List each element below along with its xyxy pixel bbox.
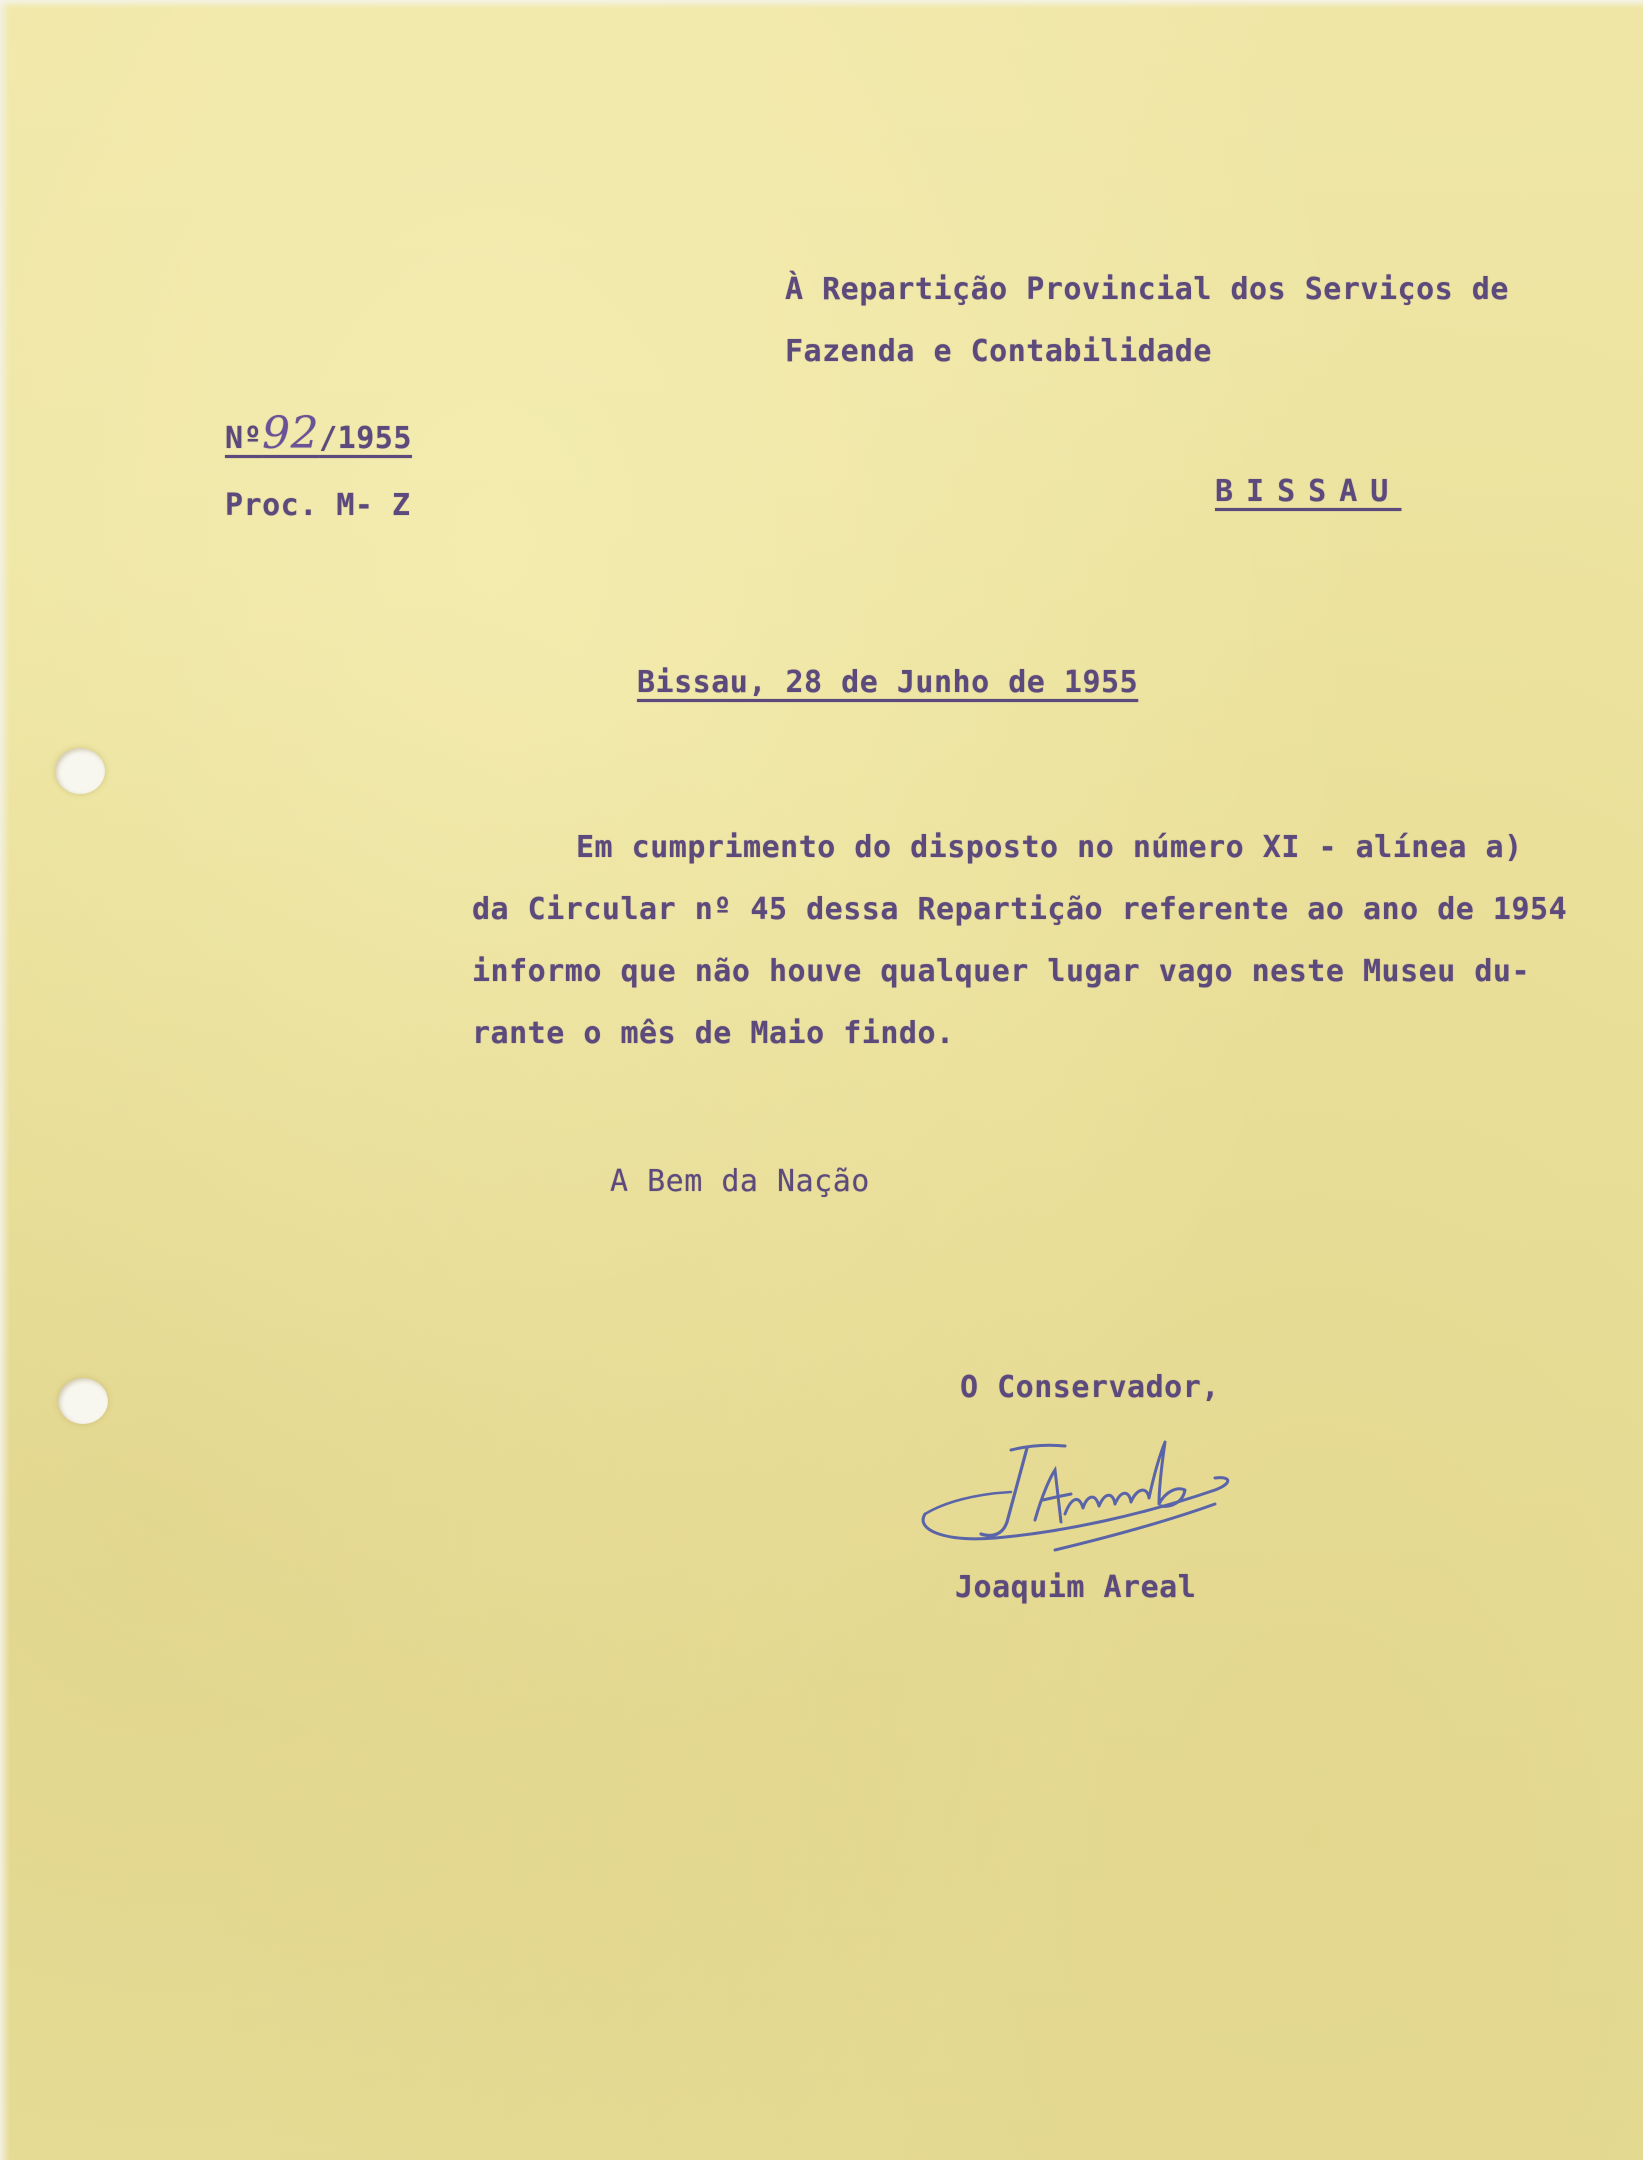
punch-hole-bottom (58, 1378, 108, 1424)
paper-edge-left (0, 0, 10, 2160)
body-line-4: rante o mês de Maio findo. (472, 1016, 955, 1051)
addressee-line-1: À Repartição Provincial dos Serviços de (785, 272, 1509, 307)
punch-hole-top (55, 748, 105, 794)
process-reference: Proc. M- Z (225, 488, 411, 523)
handwritten-signature (915, 1430, 1245, 1560)
signatory-name: Joaquim Areal (955, 1570, 1197, 1605)
reference-number (225, 408, 412, 459)
body-line-2: da Circular nº 45 dessa Repartição referente ao ano de 1954 (472, 892, 1568, 927)
reference-year: /1955 (319, 421, 412, 456)
reference-prefix: Nº (225, 421, 263, 456)
body-line-1: Em cumprimento do disposto no número XI - alínea a) (576, 830, 1523, 865)
signatory-title: O Conservador, (960, 1370, 1220, 1405)
addressee-line-2: Fazenda e Contabilidade (785, 334, 1212, 369)
paper-edge-top (0, 0, 1643, 8)
body-line-3: informo que não houve qualquer lugar vago neste Museu du- (472, 954, 1531, 989)
reference-handwritten-number: 92 (262, 408, 320, 459)
closing-salutation: A Bem da Nação (610, 1164, 870, 1199)
addressee-city: BISSAU (1215, 474, 1402, 509)
date-line: Bissau, 28 de Junho de 1955 (637, 665, 1139, 700)
